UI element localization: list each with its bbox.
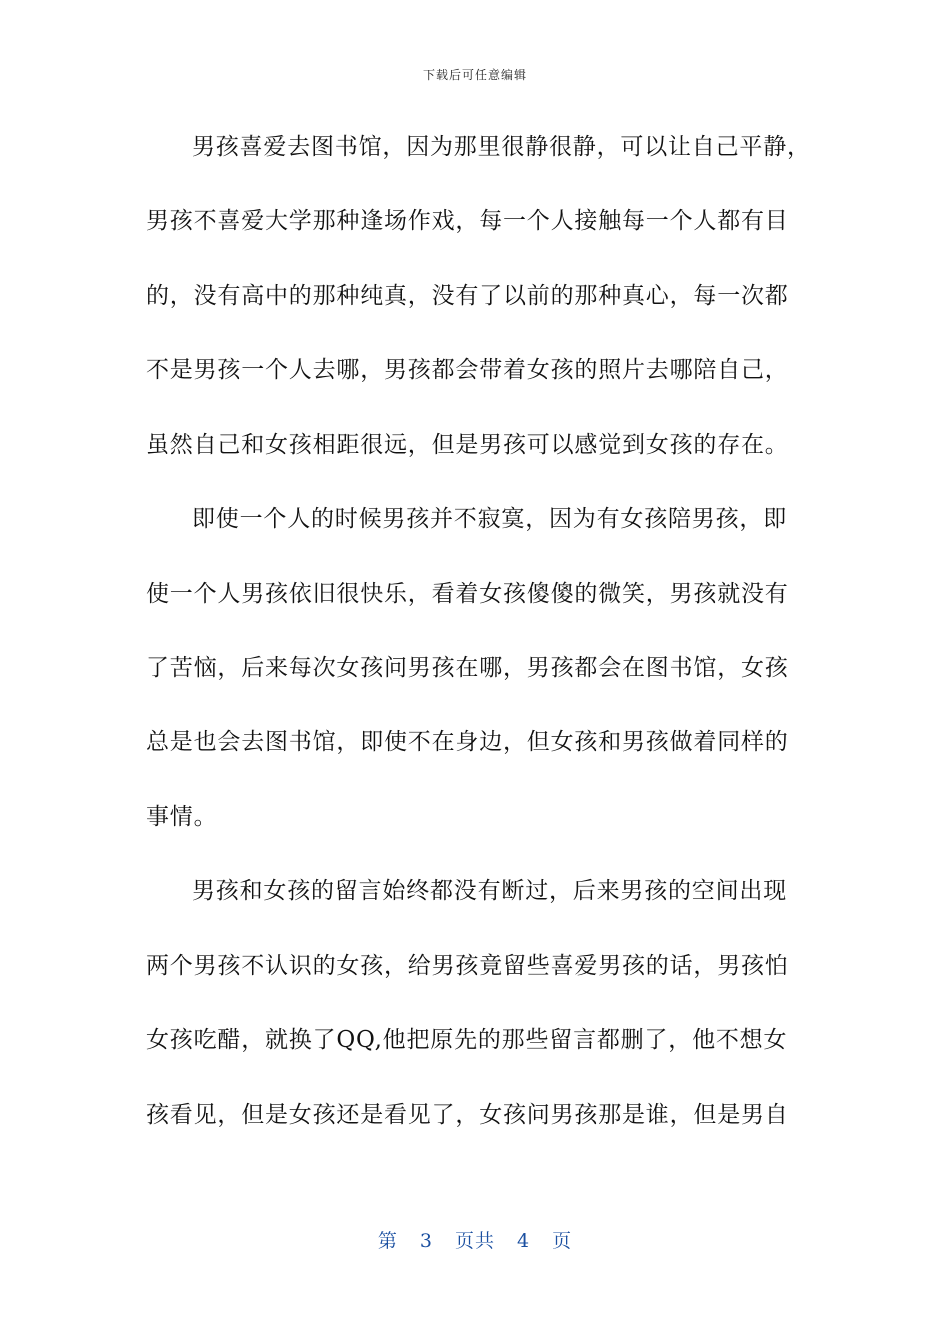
text-line: 不是男孩一个人去哪，男孩都会带着女孩的照片去哪陪自己， (146, 357, 789, 383)
text-line: 男孩不喜爱大学那种逢场作戏，每一个人接触每一个人都有目 (146, 208, 789, 234)
text-line: 使一个人男孩依旧很快乐，看着女孩傻傻的微笑，男孩就没有 (146, 581, 789, 607)
text-line: 的，没有高中的那种纯真，没有了以前的那种真心，每一次都 (146, 283, 789, 309)
footer-prefix: 第 (377, 1230, 398, 1252)
page-header: 下载后可任意编辑 (422, 68, 527, 82)
text-line: 虽然自己和女孩相距很远，但是男孩可以感觉到女孩的存在。 (146, 432, 789, 458)
text-line: 女孩吃醋，就换了QQ,他把原先的那些留言都删了，他不想女 (146, 1027, 788, 1053)
text-line: 两个男孩不认识的女孩，给男孩竟留些喜爱男孩的话，男孩怕 (146, 953, 789, 979)
text-line: 男孩和女孩的留言始终都没有断过，后来男孩的空间出现 (192, 878, 787, 904)
text-line: 孩看见，但是女孩还是看见了，女孩问男孩那是谁，但是男自 (146, 1102, 789, 1128)
footer-suffix: 页 (552, 1230, 573, 1252)
text-line: 总是也会去图书馆，即使不在身边，但女孩和男孩做着同样的 (146, 729, 789, 755)
text-line: 了苦恼，后来每次女孩问男孩在哪，男孩都会在图书馆，女孩 (146, 655, 789, 681)
page-footer (0, 1226, 950, 1253)
page-number: 3 (419, 1230, 433, 1252)
text-line: 即使一个人的时候男孩并不寂寞，因为有女孩陪男孩，即 (192, 506, 787, 532)
page-total: 4 (517, 1230, 531, 1252)
text-line: 男孩喜爱去图书馆，因为那里很静很静，可以让自己平静， (192, 134, 811, 160)
text-line: 事情。 (146, 804, 218, 830)
footer-middle: 页共 (454, 1230, 495, 1252)
